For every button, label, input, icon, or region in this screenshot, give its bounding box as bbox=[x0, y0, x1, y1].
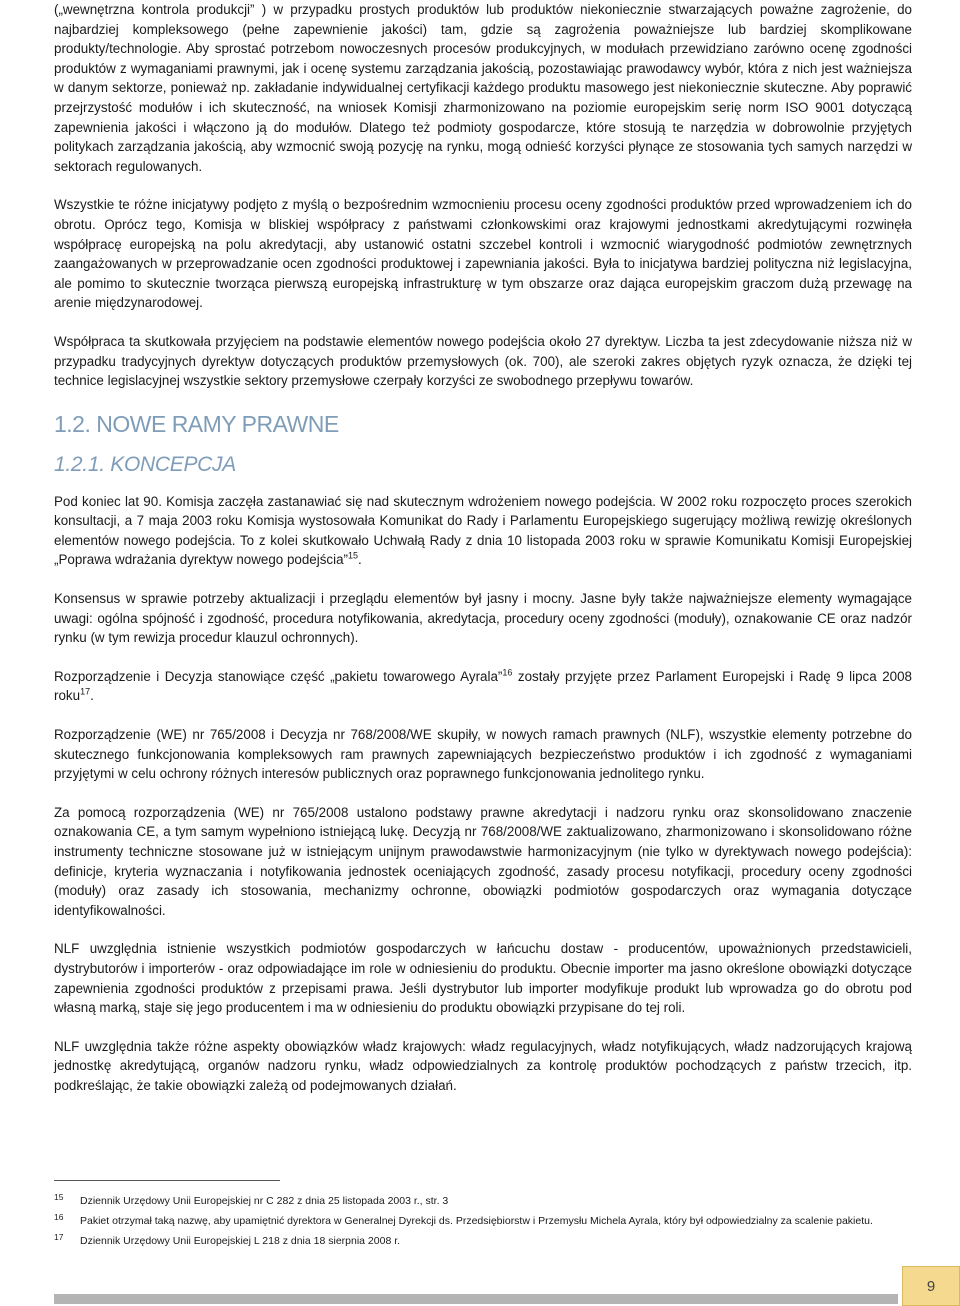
paragraph-modules: („wewnętrzna kontrola produkcji” ) w przypadku prostych produktów lub produktów niekoniecznie stwarzających poważne zagrożenie, do najbardziej kompleksowego (pełne zapewnienie jakości) tam, gdzie są zagrożenia poważniejsze lub bardziej skomplikowane produkty/technologie. Aby sprostać potrzebom nowoczesnych procesów produkcyjnych, w modułach przewidziano zarówno ocenę zgodności produktów z wymaganiami prawnymi, jak i ocenę systemu zarządzania jakością, pozostawiając prawodawcy wybór, która z nich jest ważniejsza w danym sektorze, ponieważ np. zakładanie indywidualnej certyfikacji każdego produktu masowego jest niekoniecznie skuteczne. Aby poprawić przejrzystość modułów i ich skuteczność, na wniosek Komisji zharmonizowano na poziomie europejskim serię norm ISO 9001 dotyczącą zapewnienia jakości i włączono ją do modułów. Dlatego też podmioty gospodarcze, które stosują te narzędzia w dobrowolnie przyjętych politykach zarządzania jakością, aby wzmocnić swoją pozycję na rynku, mogą odnieść korzyści płynące ze stosowania tych samych narzędzi w sektorach regulowanych. bbox=[54, 2, 912, 174]
footnote-15 bbox=[54, 1194, 912, 1209]
footnote-text: Pakiet otrzymał taką nazwę, aby upamiętnić dyrektora w Generalnej Dyrekcji ds. Przedsiębiorstw i Przemysłu Michela Ayrala, który był odpowiedzialny za scalenie pakietu. bbox=[80, 1215, 873, 1227]
paragraph-concept-end: . bbox=[358, 552, 362, 568]
footnotes bbox=[54, 1194, 912, 1254]
paragraph-package-text-a: Rozporządzenie i Decyzja stanowiące część „pakietu towarowego Ayrala” bbox=[54, 668, 503, 684]
paragraph-operators: NLF uwzględnia istnienie wszystkich podmiotów gospodarczych w łańcuchu dostaw - producentów, upoważnionych przedstawicieli, dystrybutorów i importerów - oraz odpowiadające im role w odniesieniu do produktu. Obecnie importer ma jasno określone obowiązki dotyczące zapewnienia zgodności produktów z przepisami prawa. Jeśli dystrybutor lub importer modyfikuje produkt lub wprowadza go do obrotu pod własną marką, staje się jego producentem i ma w odniesieniu do produktu obowiązki przypisane do tej roli. bbox=[54, 941, 912, 1016]
paragraph-concept-text: Pod koniec lat 90. Komisja zaczęła zastanawiać się nad skutecznym wdrożeniem nowego podejścia. W 2002 roku rozpoczęto proces szerokich konsultacji, a 7 maja 2003 roku Komisja wystosowała Komunikat do Rady i Parlamentu Europejskiego sugerujący możliwą rewizję określonych elementów nowego podejścia. To z kolei skutkowało Uchwałą Rady z dnia 10 listopada 2003 roku w sprawie Komunikatu Komisji Europejskiej „Poprawa wdrażania dyrektyw nowego podejścia” bbox=[54, 493, 912, 568]
paragraph-authorities: NLF uwzględnia także różne aspekty obowiązków władz krajowych: władz regulacyjnych, władz notyfikujących, władz nadzorujących krajową jednostkę akredytującą, organów nadzoru rynku, władz odpowiedzialnych za kontrolę produktów pochodzących z państw trzecich, itp. podkreślając, że takie obowiązki zależą od podejmowanych działań. bbox=[54, 1038, 912, 1093]
paragraph-package-end: . bbox=[90, 688, 94, 704]
paragraph-consensus: Konsensus w sprawie potrzeby aktualizacji i przeglądu elementów był jasny i mocny. Jasne były także najważniejsze elementy wymagające uwagi: ogólna spójność i zgodność, procedura notyfikowania, akredytacja, procedury oceny zgodności (moduły), oznakowanie CE oraz nadzór rynku (w tym rewizja procedur klauzul ochronnych). bbox=[54, 591, 912, 646]
paragraph-package bbox=[54, 667, 912, 706]
subsection-heading: 1.2.1. KONCEPCJA bbox=[54, 452, 236, 476]
footnote-ref-17[interactable]: 17 bbox=[80, 686, 91, 697]
paragraph-package-text-b: zostały przyjęte przez Parlament Europejski i Radę 9 lipca 2008 roku bbox=[54, 668, 912, 704]
section-heading: 1.2. NOWE RAMY PRAWNE bbox=[54, 410, 339, 437]
footnote-number: 16 bbox=[54, 1212, 64, 1222]
footnote-number: 17 bbox=[54, 1232, 64, 1242]
footnote-text: Dziennik Urzędowy Unii Europejskiej L 218 z dnia 18 sierpnia 2008 r. bbox=[80, 1235, 401, 1247]
footnote-16 bbox=[54, 1214, 912, 1229]
footnote-ref-16[interactable]: 16 bbox=[502, 667, 513, 678]
paragraph-accreditation: Za pomocą rozporządzenia (WE) nr 765/2008 ustalono podstawy prawne akredytacji i nadzoru rynku oraz skonsolidowano znaczenie oznakowania CE, a tym samym wypełniono istniejącą lukę. Decyzją nr 768/2008/WE zaktualizowano, zharmonizowano i skonsolidowano różne instrumenty techniczne stosowane już w istniejącym unijnym prawodawstwie harmonizacyjnym (nie tylko w dyrektywach nowego podejścia): definicje, kryteria wyznaczania i notyfikowania jednostek oceniających zgodność, zasady procesu notyfikacji, procedury oceny zgodności (moduły) oraz zasady ich stosowania, mechanizmy ochronne, obowiązki podmiotów gospodarczych oraz wymagania dotyczące identyfikowalności. bbox=[54, 804, 912, 918]
paragraph-initiatives: Wszystkie te różne inicjatywy podjęto z myślą o bezpośrednim wzmocnieniu procesu oceny zgodności produktów przed wprowadzeniem ich do obrotu. Oprócz tego, Komisja w bliskiej współpracy z państwami członkowskimi oraz krajowymi jednostkami akredytującymi rozwinęła współpracę europejską na polu akredytacji, aby ustanowić ostatni szczebel kontroli i wzmocnić wiarygodność podmiotów zewnętrznych zaangażowanych w przeprowadzanie ocen zgodności produktowej i zapewniania jakości. Była to inicjatywa bardziej polityczna niż legislacyjna, ale pomimo to skutecznie tworząca pierwszą europejską infrastrukturę w tym obszarze oraz dająca europejskim graczom dużą przewagę na arenie międzynarodowej. bbox=[54, 197, 912, 311]
footnote-number: 15 bbox=[54, 1192, 64, 1202]
footnote-ref-15[interactable]: 15 bbox=[348, 551, 359, 561]
footnote-text: Dziennik Urzędowy Unii Europejskiej nr C 282 z dnia 25 listopada 2003 r., str. 3 bbox=[80, 1195, 449, 1207]
footnote-17 bbox=[54, 1234, 912, 1249]
footnote-separator bbox=[54, 1180, 280, 1181]
paragraph-cooperation: Współpraca ta skutkowała przyjęciem na podstawie elementów nowego podejścia około 27 dyrektyw. Liczba ta jest zdecydowanie niższa niż w przypadku tradycyjnych dyrektyw dotyczących produktów przemysłowych (ok. 700), ale szeroki zakres objętych ryzyk oznacza, że dzięki tej technice legislacyjnej wszystkie sektory przemysłowe czerpały korzyści ze swobodnego przepływu towarów. bbox=[54, 333, 912, 389]
paragraph-regulation: Rozporządzenie (WE) nr 765/2008 i Decyzja nr 768/2008/WE skupiły, w nowych ramach prawnych (NLF), wszystkie elementy potrzebne do skutecznego funkcjonowania kompleksowych ram prawnych zapewniających bezpieczeństwo produktów i ich zgodność z wymaganiami przyjętymi w celu ochrony różnych interesów publicznych oraz poprawnego funkcjonowania jednolitego rynku. bbox=[54, 727, 912, 782]
page-number: 9 bbox=[902, 1266, 960, 1306]
footer-bar bbox=[54, 1294, 898, 1304]
paragraph-concept bbox=[54, 492, 912, 570]
document-body bbox=[54, 0, 912, 1096]
